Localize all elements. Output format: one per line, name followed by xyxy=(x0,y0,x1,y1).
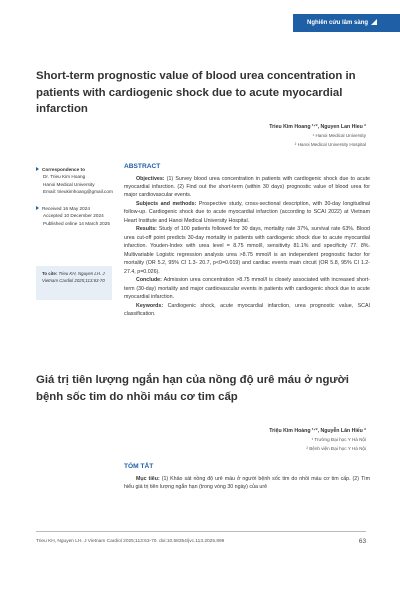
methods-paragraph: Subjects and methods: Prospective study, cross-sectional description, with 30-day longitudinal follow-up. Cardiogenic shock due to acute myocardial infarction (according to SCAI 2022) at Vietnam Heart Institute and Hanoi Medical University Hospital. xyxy=(124,200,370,224)
footer-divider xyxy=(36,531,366,532)
conclusion-paragraph: Conclude: Admission urea concentration >8.75 mmol/l is closely associated with increased short-term (30-day) mortality and major cardiovascular events in patients with cardiogenic shock due to acute myocardial infarction. xyxy=(124,277,370,301)
footer-citation: Trieu KH, Nguyen LH. J Vietnam Cardiol 2025;113:63-70. doi:10.58354/jvc.113.2025.899 xyxy=(36,539,225,544)
affiliation-1-vi: ¹ Trường Đại học Y Hà Nội xyxy=(311,437,366,442)
citation-box xyxy=(36,266,112,300)
abstract-vi xyxy=(124,462,370,491)
section-label-tab xyxy=(293,14,400,32)
abstract-heading-vi: TÓM TẮT xyxy=(124,463,154,470)
authors-en: Trieu Kim Hoang ¹ᐟ², Nguyen Lan Hieu ² xyxy=(269,124,366,130)
accepted-date: Accepted 10 December 2024 xyxy=(43,213,104,219)
article-info-sidebar xyxy=(36,166,120,227)
affiliation-2-vi: ² Bệnh viện Đại học Y Hà Nội xyxy=(306,446,366,451)
abstract-en xyxy=(124,162,370,319)
cite-text: Trieu KH, Nguyen LH. J Vietnam Cardiol 2025;113:63-70 xyxy=(42,271,105,284)
bullet-triangle-icon xyxy=(36,206,39,210)
bullet-triangle-icon xyxy=(36,167,39,171)
correspondence-email[interactable]: Email: trieukimhoang@gmail.com xyxy=(43,188,113,194)
keywords-paragraph: Keywords: Cardiogenic shock, acute myocardial infarction, urea prognostic value, SCAI classification. xyxy=(124,302,370,318)
page-number: 63 xyxy=(358,538,366,545)
correspondence-affiliation: Hanoi Medical University xyxy=(43,181,95,187)
authors-vi: Triệu Kim Hoàng ¹ᐟ², Nguyễn Lân Hiếu ² xyxy=(269,428,366,434)
received-date: Received 16 May 2024 xyxy=(36,205,120,212)
affiliation-2-en: ² Hanoi Medical University Hospital xyxy=(294,142,366,147)
cite-label: To cite: xyxy=(42,271,58,276)
article-title-vi: Giá trị tiên lượng ngắn hạn của nồng độ urê máu ở người bệnh sốc tim do nhồi máu cơ tim cấp xyxy=(36,374,349,403)
article-title-en: Short-term prognostic value of blood urea concentration in patients with cardiogenic shock due to acute myocardial infarction xyxy=(36,70,356,116)
corner-triangle-icon xyxy=(371,19,377,25)
results-paragraph: Results: Study of 100 patients followed for 30 days, mortality rate 37%, survival rate 63%. Blood urea cut-off point predicts 30-day mortality in patients with cardiogenic shock due to acute myocardial infarction. Youden-Index with urea level = 8.75 mmol/l, sensitivity 81.1% and specificity 77. 8%. Multivariable Logistic regression analysis urea >8.75 mmol/l is an independent prognostic factor for mortality (OR 5.2, 95% CI 1.3- 20.7, p<0=0.019) and cardiac events main circuit (OR 5.8, 95% CI 1.2-27.4, p=0.026). xyxy=(124,226,370,275)
abstract-heading-en: ABSTRACT xyxy=(124,163,161,170)
published-date: Published online 14 March 2025 xyxy=(43,220,110,226)
affiliation-1-en: ¹ Hanoi Medical University xyxy=(312,133,366,138)
objectives-paragraph: Objectives: (1) Survey blood urea concentration in patients with cardiogenic shock due to acute myocardial infarction. (2) Find out the short-term (within 30 days) prognostic value of blood urea for major cardiovascular events. xyxy=(124,175,370,199)
section-label: Nghiên cứu lâm sàng xyxy=(307,20,369,26)
objectives-paragraph-vi: Mục tiêu: (1) Khảo sát nồng độ urê máu ở người bệnh sốc tim do nhồi máu cơ tim cấp. (2) Tìm hiểu giá trị tiên lượng ngắn hạn (trong vòng 30 ngày) của urê xyxy=(124,475,370,491)
correspondence-heading: Correspondence to xyxy=(36,166,120,173)
correspondence-name: Dr. Trieu Kim Hoang xyxy=(43,174,86,180)
